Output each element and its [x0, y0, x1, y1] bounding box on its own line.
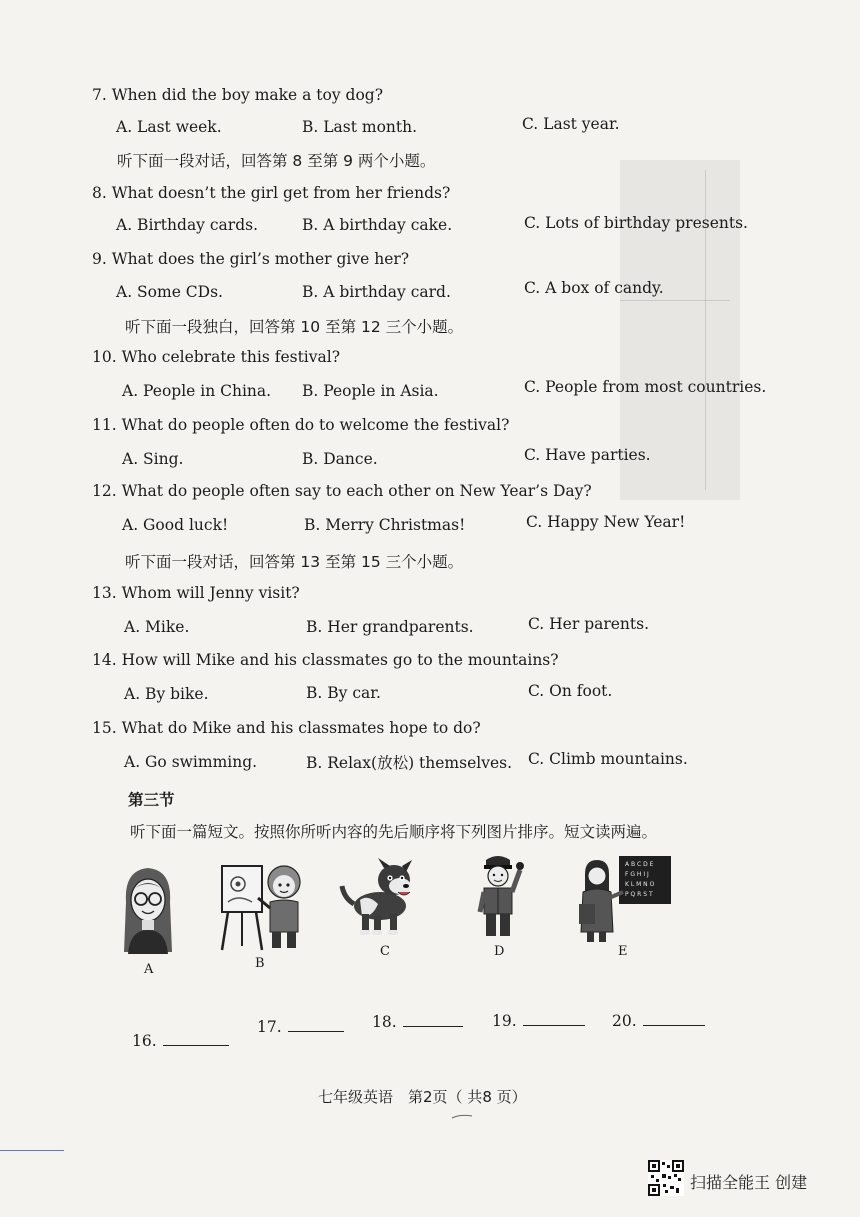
q14-option-c: C. On foot.	[528, 682, 613, 700]
q13-option-c: C. Her parents.	[528, 615, 650, 633]
q9-option-b: B. A birthday card.	[302, 283, 451, 301]
picture-label-a: A	[144, 962, 154, 977]
section-3-instruction: 听下面一篇短文。按照你所听内容的先后顺序将下列图片排序。短文读两遍。	[130, 823, 658, 841]
question-13: 13. Whom will Jenny visit?	[92, 584, 300, 602]
instruction-q8-9: 听下面一段对话，回答第 8 至第 9 两个小题。	[117, 152, 436, 170]
question-9: 9. What does the girl’s mother give her?	[92, 250, 410, 268]
q9-option-c: C. A box of candy.	[524, 279, 664, 297]
svg-text:P Q R S T: P Q R S T	[625, 891, 653, 898]
answer-blank-19[interactable]: 19.	[492, 1012, 585, 1030]
q7-option-b: B. Last month.	[302, 118, 418, 136]
question-15: 15. What do Mike and his classmates hope to do?	[92, 719, 481, 737]
q9-option-a: A. Some CDs.	[116, 283, 223, 301]
q8-option-c: C. Lots of birthday presents.	[524, 214, 748, 232]
svg-text:A B C D E: A B C D E	[625, 861, 654, 868]
question-10: 10. Who celebrate this festival?	[92, 348, 341, 366]
q7-option-a: A. Last week.	[116, 118, 222, 136]
q12-option-b: B. Merry Christmas!	[304, 516, 466, 534]
q13-option-a: A. Mike.	[124, 618, 190, 636]
q12-option-a: A. Good luck!	[122, 516, 229, 534]
scanner-watermark: 扫描全能王 创建	[690, 1173, 808, 1192]
q11-option-b: B. Dance.	[302, 450, 378, 468]
scan-edge-line	[0, 1150, 64, 1151]
svg-text:F G H I J: F G H I J	[625, 871, 649, 878]
q10-option-b: B. People in Asia.	[302, 382, 439, 400]
q15-option-b: B. Relax(放松) themselves.	[306, 754, 513, 772]
page-footer: 七年级英语 第2页（ 共8 页）	[318, 1088, 527, 1106]
show-through-line	[620, 300, 730, 301]
answer-blank-20[interactable]: 20.	[612, 1012, 705, 1030]
q13-option-b: B. Her grandparents.	[306, 618, 474, 636]
question-8: 8. What doesn’t the girl get from her friends?	[92, 184, 451, 202]
question-11: 11. What do people often do to welcome the festival?	[92, 416, 510, 434]
police-officer-icon	[468, 850, 528, 940]
answer-blank-16[interactable]: 16.	[132, 1032, 229, 1050]
q8-option-a: A. Birthday cards.	[116, 216, 258, 234]
q12-option-c: C. Happy New Year!	[526, 513, 686, 531]
dog-icon	[338, 856, 426, 938]
girl-with-glasses-icon	[118, 862, 178, 960]
qr-code-icon	[648, 1160, 684, 1196]
question-14: 14. How will Mike and his classmates go to the mountains?	[92, 651, 559, 669]
svg-text:K L M N O: K L M N O	[625, 881, 655, 888]
q10-option-a: A. People in China.	[122, 382, 272, 400]
q14-option-b: B. By car.	[306, 684, 381, 702]
q14-option-a: A. By bike.	[124, 685, 209, 703]
pen-mark	[450, 1112, 474, 1122]
q15-option-a: A. Go swimming.	[124, 753, 258, 771]
picture-label-b: B	[255, 956, 265, 971]
q8-option-b: B. A birthday cake.	[302, 216, 453, 234]
boy-painting-icon	[218, 858, 310, 952]
instruction-q13-15: 听下面一段对话，回答第 13 至第 15 三个小题。	[125, 553, 464, 571]
q7-option-c: C. Last year.	[522, 115, 620, 133]
question-7: 7. When did the boy make a toy dog?	[92, 86, 384, 104]
question-12: 12. What do people often say to each other on New Year’s Day?	[92, 482, 592, 500]
q11-option-a: A. Sing.	[122, 450, 184, 468]
teacher-at-board-icon	[575, 852, 675, 944]
q15-option-c: C. Climb mountains.	[528, 750, 688, 768]
instruction-q10-12: 听下面一段独白，回答第 10 至第 12 三个小题。	[125, 318, 464, 336]
section-3-title: 第三节	[128, 791, 175, 809]
answer-blank-18[interactable]: 18.	[372, 1013, 463, 1031]
q10-option-c: C. People from most countries.	[524, 378, 767, 396]
picture-label-c: C	[380, 944, 390, 959]
answer-blank-17[interactable]: 17.	[257, 1018, 344, 1036]
picture-label-e: E	[618, 944, 628, 959]
q11-option-c: C. Have parties.	[524, 446, 651, 464]
picture-label-d: D	[494, 944, 505, 959]
